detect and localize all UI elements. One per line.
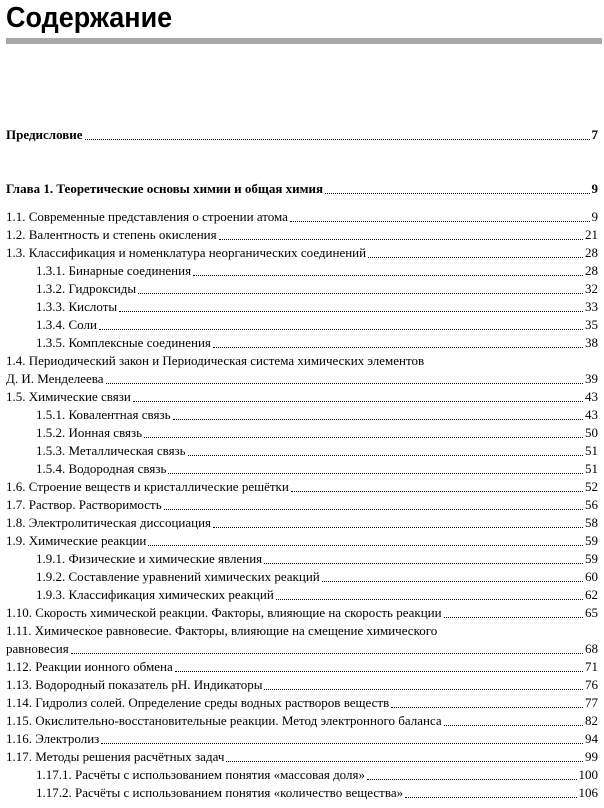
toc-page-number: 21 [585,227,598,242]
toc-entry-1-5-3[interactable] [36,442,598,460]
toc-page-number: 58 [585,515,598,530]
toc-entry-title: Глава 1. Теоретические основы химии и общая химия [6,181,324,196]
toc-page-number: 94 [585,731,598,746]
toc-leader-dots [368,256,583,258]
toc-entry-title: 1.5.3. Металлическая связь [36,443,186,458]
toc-page-number: 60 [585,569,598,584]
toc-entry-title: 1.3.2. Гидроксиды [36,281,137,296]
toc-entry-1-17[interactable] [6,748,598,766]
toc-entry-1-3-1[interactable] [36,262,598,280]
title-rule [6,38,602,44]
toc-leader-dots [175,670,583,672]
toc-entry-title: 1.5.1. Ковалентная связь [36,407,171,422]
toc-entry-1-11-cont[interactable] [6,640,598,658]
toc-leader-dots [119,310,583,312]
toc-entry-1-5[interactable] [6,388,598,406]
page-title: Содержание [6,2,173,34]
toc-entry-title: 1.8. Электролитическая диссоциация [6,515,212,530]
toc-entry-title: 1.15. Окислительно-восстановительные реакции. Метод электронного баланса [6,713,442,728]
toc-leader-dots [164,508,583,510]
toc-leader-dots [173,418,583,420]
toc-page-number: 77 [585,695,598,710]
toc-entry-1-4[interactable] [6,352,598,370]
toc-leader-dots [168,472,583,474]
toc-page-number: 32 [585,281,598,296]
toc-entry-1-6[interactable] [6,478,598,496]
toc-entry-title: 1.5. Химические связи [6,389,131,404]
toc-leader-dots [106,382,583,384]
toc-page-number: 68 [585,641,598,656]
toc-entry-title: 1.10. Скорость химической реакции. Факторы, влияющие на скорость реакции [6,605,442,620]
toc-entry-title: 1.14. Гидролиз солей. Определение среды водных растворов веществ [6,695,390,710]
toc-entry-preface[interactable] [6,126,598,144]
toc-entry-title: 1.1. Современные представления о строении атома [6,209,288,224]
toc-entry-1-3-3[interactable] [36,298,598,316]
toc-leader-dots [290,220,590,222]
toc-leader-dots [405,796,576,798]
toc-entry-title: 1.9.1. Физические и химические явления [36,551,263,566]
toc-leader-dots [188,454,583,456]
toc-entry-1-16[interactable] [6,730,598,748]
toc-entry-1-9[interactable] [6,532,598,550]
toc-page-number: 52 [585,479,598,494]
toc-page-number: 38 [585,335,598,350]
toc-leader-dots [322,580,583,582]
toc-entry-title: 1.3.3. Кислоты [36,299,118,314]
toc-entry-1-5-4[interactable] [36,460,598,478]
toc-entry-1-3-2[interactable] [36,280,598,298]
toc-page-number: 71 [585,659,598,674]
toc-entry-1-9-2[interactable] [36,568,598,586]
toc-page-number: 43 [585,389,598,404]
toc-leader-dots [71,652,583,654]
toc-entry-1-10[interactable] [6,604,598,622]
toc-entry-1-5-1[interactable] [36,406,598,424]
toc-entry-title: 1.3.1. Бинарные соединения [36,263,192,278]
toc-page-number: 99 [585,749,598,764]
toc-entry-1-3-5[interactable] [36,334,598,352]
toc-leader-dots [219,238,583,240]
toc-leader-dots [291,490,583,492]
toc-entry-1-4-cont[interactable] [6,370,598,388]
toc-leader-dots [444,724,583,726]
toc-entry-title: Д. И. Менделеева [6,371,104,386]
toc-page-number: 76 [585,677,598,692]
toc-entry-1-9-3[interactable] [36,586,598,604]
toc-entry-1-17-2[interactable] [36,784,598,802]
toc-entry-1-5-2[interactable] [36,424,598,442]
toc-page-number: 9 [591,209,598,224]
toc-leader-dots [264,688,583,690]
toc-leader-dots [226,760,583,762]
toc-leader-dots [264,562,583,564]
toc-page-number: 59 [585,533,598,548]
toc-page-number: 35 [585,317,598,332]
toc-leader-dots [101,742,583,744]
toc-entry-title: равновесия [6,641,69,656]
toc-page-number: 82 [585,713,598,728]
toc-leader-dots [148,544,583,546]
toc-entry-1-7[interactable] [6,496,598,514]
toc-page-number: 56 [585,497,598,512]
toc-page-number: 51 [585,443,598,458]
toc-entry-title: 1.12. Реакции ионного обмена [6,659,173,674]
toc-entry-1-9-1[interactable] [36,550,598,568]
toc-entry-title: 1.13. Водородный показатель pH. Индикаторы [6,677,263,692]
toc-entry-title: 1.16. Электролиз [6,731,100,746]
toc-entry-title: 1.4. Периодический закон и Периодическая система химических элементов [6,353,425,368]
toc-page-number: 43 [585,407,598,422]
toc-entry-1-2[interactable] [6,226,598,244]
toc-leader-dots [213,346,583,348]
toc-leader-dots [133,400,583,402]
toc-page-number: 100 [578,767,598,782]
toc-entry-title: 1.3.4. Соли [36,317,97,332]
toc-entry-title: 1.3. Классификация и номенклатура неорганических соединений [6,245,367,260]
toc-entry-chapter-1[interactable] [6,180,598,198]
toc-entry-1-1[interactable] [6,208,598,226]
toc-leader-dots [391,706,583,708]
toc-entry-1-3[interactable] [6,244,598,262]
toc-page-number: 33 [585,299,598,314]
toc-page-number: 62 [585,587,598,602]
toc-entry-title: Предисловие [6,127,83,142]
toc-page-number: 106 [578,785,598,800]
toc-leader-dots [444,616,583,618]
toc-entry-title: 1.5.4. Водородная связь [36,461,167,476]
toc-leader-dots [99,328,583,330]
toc-entry-1-12[interactable] [6,658,598,676]
toc-page-number: 28 [585,263,598,278]
toc-entry-1-3-4[interactable] [36,316,598,334]
toc-leader-dots [144,436,583,438]
toc-entry-1-8[interactable] [6,514,598,532]
toc-entry-1-11[interactable] [6,622,598,640]
toc-leader-dots [138,292,583,294]
toc-page-number: 9 [591,181,598,196]
toc-leader-dots [367,778,577,780]
toc-leader-dots [85,138,590,140]
toc-page-number: 7 [591,127,598,142]
toc-entry-title: 1.3.5. Комплексные соединения [36,335,211,350]
toc-entry-title: 1.11. Химическое равновесие. Факторы, влияющие на смещение химического [6,623,438,638]
toc-entry-title: 1.7. Раствор. Растворимость [6,497,162,512]
toc-leader-dots [213,526,583,528]
toc-page-number: 28 [585,245,598,260]
toc-entry-1-13[interactable] [6,676,598,694]
toc-entry-title: 1.17. Методы решения расчётных задач [6,749,225,764]
toc-leader-dots [193,274,583,276]
toc-page-number: 59 [585,551,598,566]
toc-entry-title: 1.9. Химические реакции [6,533,147,548]
toc-entry-1-15[interactable] [6,712,598,730]
toc-leader-dots [325,192,589,194]
toc-entry-1-14[interactable] [6,694,598,712]
toc-entry-title: 1.17.2. Расчёты с использованием понятия «количество вещества» [36,785,404,800]
toc-leader-dots [276,598,583,600]
toc-page-number: 65 [585,605,598,620]
toc-entry-title: 1.17.1. Расчёты с использованием понятия «массовая доля» [36,767,365,782]
toc-entry-title: 1.9.3. Классификация химических реакций [36,587,274,602]
toc-entry-title: 1.5.2. Ионная связь [36,425,143,440]
toc-entry-title: 1.9.2. Составление уравнений химических реакций [36,569,320,584]
toc-entry-1-17-1[interactable] [36,766,598,784]
toc-page-number: 39 [585,371,598,386]
toc-entry-title: 1.6. Строение веществ и кристаллические решётки [6,479,289,494]
toc-entry-title: 1.2. Валентность и степень окисления [6,227,217,242]
toc-page-number: 51 [585,461,598,476]
toc-page-number: 50 [585,425,598,440]
